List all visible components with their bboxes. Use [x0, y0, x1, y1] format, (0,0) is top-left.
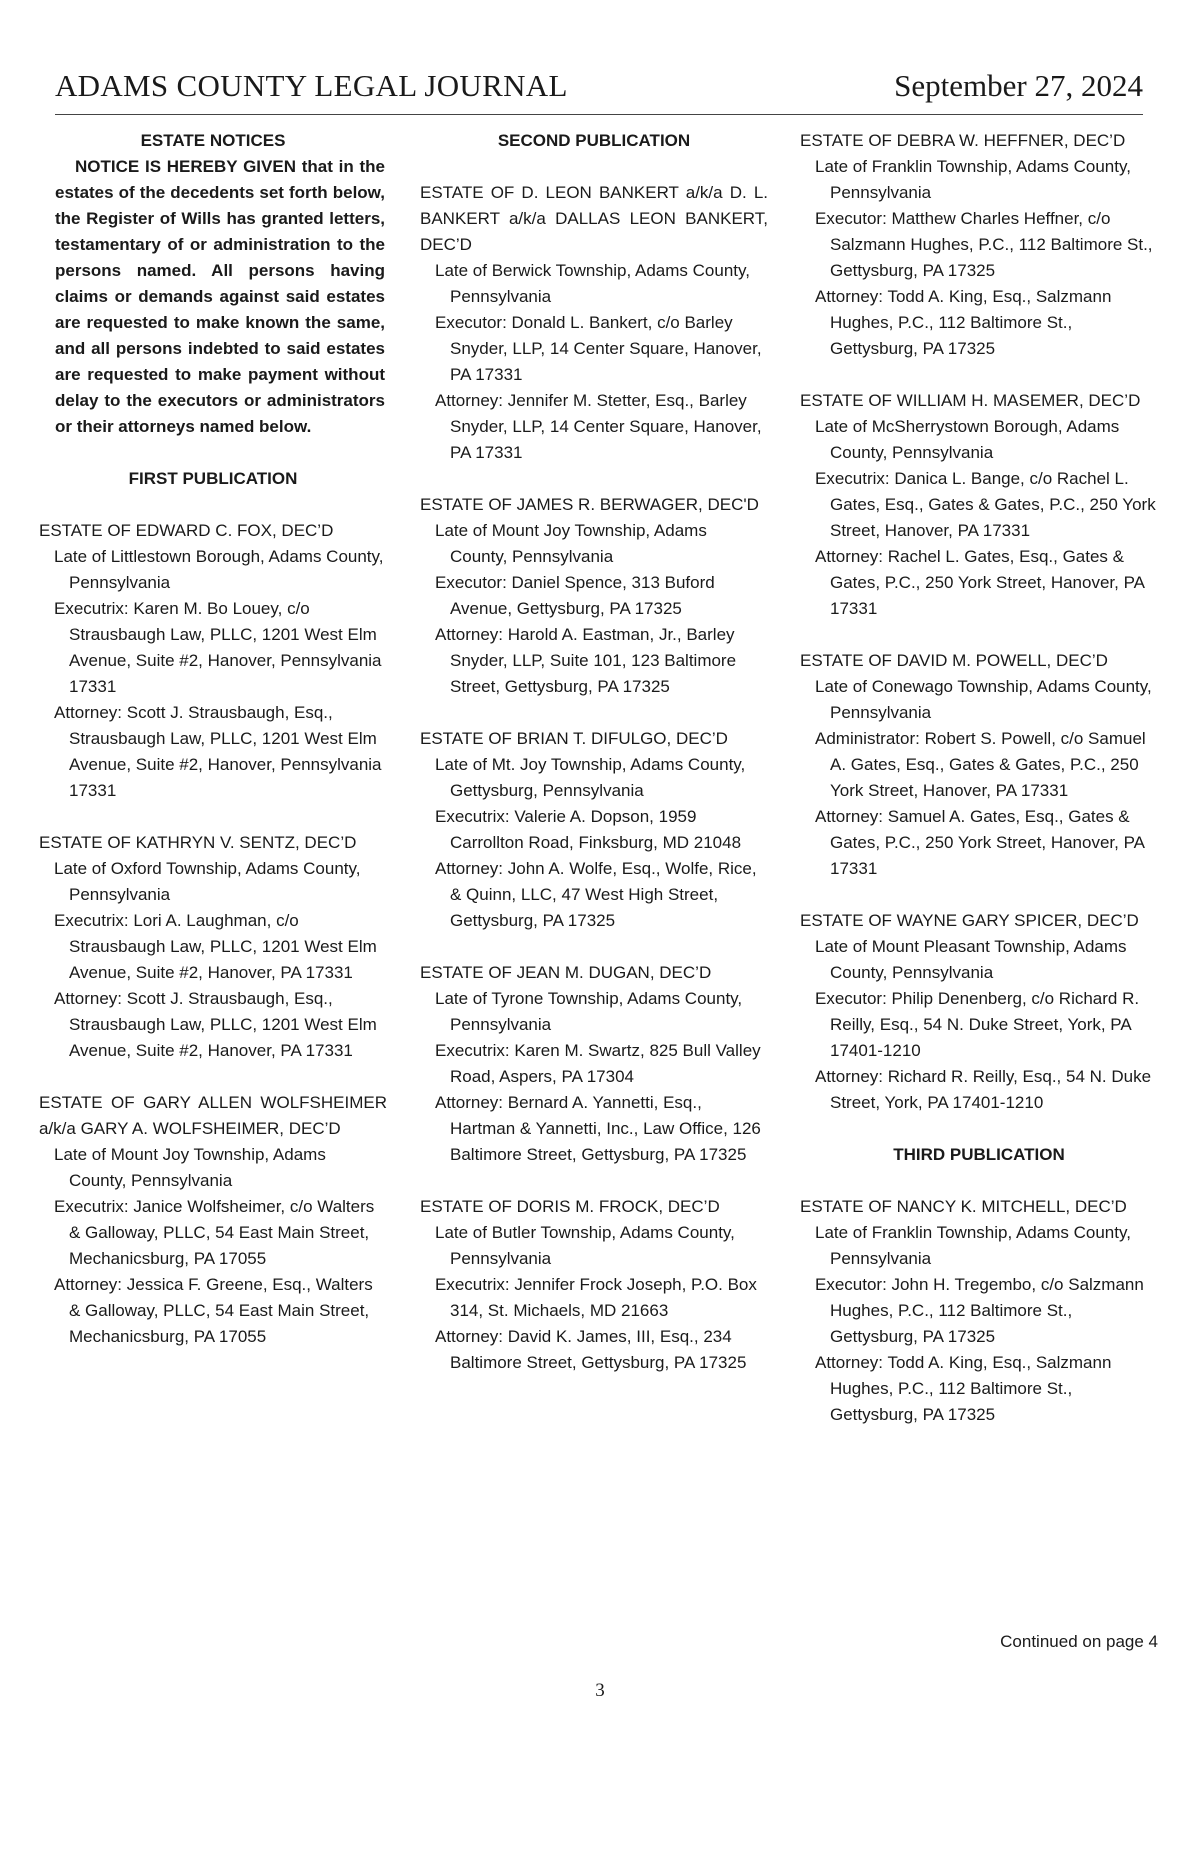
- estate-title: ESTATE OF NANCY K. MITCHELL, DEC’D: [800, 1197, 1127, 1216]
- estate-late-of: Late of Mount Pleasant Township, Adams County, Pennsylvania: [815, 937, 1127, 982]
- estate-attorney: Attorney: Todd A. King, Esq., Salzmann Hughes, P.C., 112 Baltimore St., Gettysburg, PA 17325: [815, 1353, 1112, 1424]
- estate-entry: [39, 518, 387, 804]
- third-publication-heading: THIRD PUBLICATION: [893, 1145, 1065, 1164]
- estate-entry: [420, 492, 768, 700]
- estate-title: ESTATE OF EDWARD C. FOX, DEC’D: [39, 521, 334, 540]
- estate-representative: Executrix: Lori A. Laughman, c/o Strausbaugh Law, PLLC, 1201 West Elm Avenue, Suite #2, Hanover, PA 17331: [54, 911, 377, 982]
- estate-entry: [800, 388, 1158, 622]
- column-3: [800, 128, 1158, 1454]
- estate-late-of: Late of Franklin Township, Adams County, Pennsylvania: [815, 157, 1131, 202]
- estate-title: ESTATE OF DORIS M. FROCK, DEC’D: [420, 1197, 720, 1216]
- estate-attorney: Attorney: Jennifer M. Stetter, Esq., Barley Snyder, LLP, 14 Center Square, Hanover, PA 17331: [435, 391, 762, 462]
- estate-late-of: Late of Mount Joy Township, Adams County, Pennsylvania: [435, 521, 707, 566]
- estate-title: ESTATE OF WILLIAM H. MASEMER, DEC’D: [800, 391, 1141, 410]
- estate-representative: Executor: Philip Denenberg, c/o Richard R. Reilly, Esq., 54 N. Duke Street, York, PA 17401-1210: [815, 989, 1140, 1060]
- estate-late-of: Late of Mount Joy Township, Adams County, Pennsylvania: [54, 1145, 326, 1190]
- estate-title: ESTATE OF JEAN M. DUGAN, DEC’D: [420, 963, 712, 982]
- estate-entry: [420, 726, 768, 934]
- second-publication-heading: SECOND PUBLICATION: [497, 131, 691, 150]
- estate-late-of: Late of Franklin Township, Adams County, Pennsylvania: [815, 1223, 1131, 1268]
- estate-representative: Executor: Donald L. Bankert, c/o Barley Snyder, LLP, 14 Center Square, Hanover, PA 17331: [435, 313, 762, 384]
- estate-representative: Executor: Matthew Charles Heffner, c/o Salzmann Hughes, P.C., 112 Baltimore St., Gettysburg, PA 17325: [815, 209, 1153, 280]
- estate-entry: [420, 1194, 768, 1376]
- estate-representative: Executrix: Janice Wolfsheimer, c/o Walters & Galloway, PLLC, 54 East Main Street, Mechanicsburg, PA 17055: [54, 1197, 375, 1268]
- estate-attorney: Attorney: Rachel L. Gates, Esq., Gates & Gates, P.C., 250 York Street, Hanover, PA 17331: [815, 547, 1145, 618]
- estate-title: ESTATE OF BRIAN T. DIFULGO, DEC’D: [420, 729, 728, 748]
- estate-attorney: Attorney: David K. James, III, Esq., 234 Baltimore Street, Gettysburg, PA 17325: [435, 1327, 747, 1372]
- estate-attorney: Attorney: Todd A. King, Esq., Salzmann Hughes, P.C., 112 Baltimore St., Gettysburg, PA 17325: [815, 287, 1112, 358]
- estate-title: ESTATE OF D. LEON BANKERT a/k/a D. L. BANKERT a/k/a DALLAS LEON BANKERT, DEC’D: [420, 183, 768, 254]
- estate-late-of: Late of Tyrone Township, Adams County, Pennsylvania: [435, 989, 743, 1034]
- issue-date: September 27, 2024: [894, 68, 1143, 103]
- estate-attorney: Attorney: John A. Wolfe, Esq., Wolfe, Rice, & Quinn, LLC, 47 West High Street, Gettysburg, PA 17325: [435, 859, 757, 930]
- estate-late-of: Late of Mt. Joy Township, Adams County, Gettysburg, Pennsylvania: [435, 755, 746, 800]
- estate-late-of: Late of Littlestown Borough, Adams County, Pennsylvania: [54, 547, 384, 592]
- estate-title: ESTATE OF JAMES R. BERWAGER, DEC'D: [420, 495, 759, 514]
- estate-representative: Executrix: Danica L. Bange, c/o Rachel L. Gates, Esq., Gates & Gates, P.C., 250 York Street, Hanover, PA 17331: [815, 469, 1156, 540]
- estate-representative: Administrator: Robert S. Powell, c/o Samuel A. Gates, Esq., Gates & Gates, P.C., 250 York Street, Hanover, PA 17331: [815, 729, 1146, 800]
- column-2: [420, 128, 768, 1402]
- estate-representative: Executor: John H. Tregembo, c/o Salzmann Hughes, P.C., 112 Baltimore St., Gettysburg, PA 17325: [815, 1275, 1144, 1346]
- estate-title: ESTATE OF GARY ALLEN WOLFSHEIMER a/k/a GARY A. WOLFSHEIMER, DEC’D: [39, 1093, 387, 1138]
- estate-attorney: Attorney: Scott J. Strausbaugh, Esq., Strausbaugh Law, PLLC, 1201 West Elm Avenue, Suite #2, Hanover, Pennsylvania 17331: [54, 703, 382, 800]
- first-publication-heading: FIRST PUBLICATION: [128, 469, 298, 488]
- estate-attorney: Attorney: Samuel A. Gates, Esq., Gates & Gates, P.C., 250 York Street, Hanover, PA 17331: [815, 807, 1145, 878]
- estate-title: ESTATE OF WAYNE GARY SPICER, DEC’D: [800, 911, 1139, 930]
- estate-representative: Executrix: Valerie A. Dopson, 1959 Carrollton Road, Finksburg, MD 21048: [435, 807, 742, 852]
- estate-entry: [39, 830, 387, 1064]
- estate-attorney: Attorney: Richard R. Reilly, Esq., 54 N. Duke Street, York, PA 17401-1210: [815, 1067, 1152, 1112]
- notice-intro: NOTICE IS HEREBY GIVEN that in the estates of the decedents set forth below, the Register of Wills has granted letters, testamentary of or administration to the persons named. All persons having claims or demands against said estates are requested to make known the same, and all persons indebted to said estates are requested to make payment without delay to the executors or administrators or their attorneys named below.: [55, 157, 385, 436]
- estate-title: ESTATE OF DAVID M. POWELL, DEC’D: [800, 651, 1108, 670]
- estate-late-of: Late of McSherrystown Borough, Adams County, Pennsylvania: [815, 417, 1120, 462]
- estate-late-of: Late of Berwick Township, Adams County, Pennsylvania: [435, 261, 750, 306]
- estate-notices-heading: ESTATE NOTICES: [140, 131, 286, 150]
- estate-representative: Executrix: Karen M. Bo Louey, c/o Strausbaugh Law, PLLC, 1201 West Elm Avenue, Suite #2, Hanover, Pennsylvania 17331: [54, 599, 382, 696]
- continued-note: Continued on page 4: [1000, 1632, 1158, 1651]
- estate-entry: [800, 1194, 1158, 1428]
- estate-late-of: Late of Conewago Township, Adams County, Pennsylvania: [815, 677, 1152, 722]
- estate-entry: [800, 648, 1158, 882]
- estate-late-of: Late of Oxford Township, Adams County, Pennsylvania: [54, 859, 361, 904]
- estate-attorney: Attorney: Bernard A. Yannetti, Esq., Hartman & Yannetti, Inc., Law Office, 126 Baltimore Street, Gettysburg, PA 17325: [435, 1093, 761, 1164]
- estate-attorney: Attorney: Jessica F. Greene, Esq., Walters & Galloway, PLLC, 54 East Main Street, Mechanicsburg, PA 17055: [54, 1275, 373, 1346]
- masthead: [55, 62, 1143, 115]
- journal-title: ADAMS COUNTY LEGAL JOURNAL: [55, 68, 568, 103]
- column-1: [39, 128, 387, 1376]
- estate-entry: [420, 960, 768, 1168]
- page-number: 3: [595, 1680, 605, 1701]
- estate-representative: Executor: Daniel Spence, 313 Buford Avenue, Gettysburg, PA 17325: [435, 573, 715, 618]
- estate-entry: [800, 128, 1158, 362]
- estate-attorney: Attorney: Scott J. Strausbaugh, Esq., Strausbaugh Law, PLLC, 1201 West Elm Avenue, Suite #2, Hanover, PA 17331: [54, 989, 377, 1060]
- estate-entry: [800, 908, 1158, 1116]
- estate-title: ESTATE OF KATHRYN V. SENTZ, DEC’D: [39, 833, 357, 852]
- estate-late-of: Late of Butler Township, Adams County, Pennsylvania: [435, 1223, 735, 1268]
- estate-entry: [420, 180, 768, 466]
- estate-representative: Executrix: Karen M. Swartz, 825 Bull Valley Road, Aspers, PA 17304: [435, 1041, 761, 1086]
- estate-title: ESTATE OF DEBRA W. HEFFNER, DEC’D: [800, 131, 1126, 150]
- estate-representative: Executrix: Jennifer Frock Joseph, P.O. Box 314, St. Michaels, MD 21663: [435, 1275, 757, 1320]
- estate-attorney: Attorney: Harold A. Eastman, Jr., Barley Snyder, LLP, Suite 101, 123 Baltimore Street, Gettysburg, PA 17325: [435, 625, 737, 696]
- estate-entry: [39, 1090, 387, 1350]
